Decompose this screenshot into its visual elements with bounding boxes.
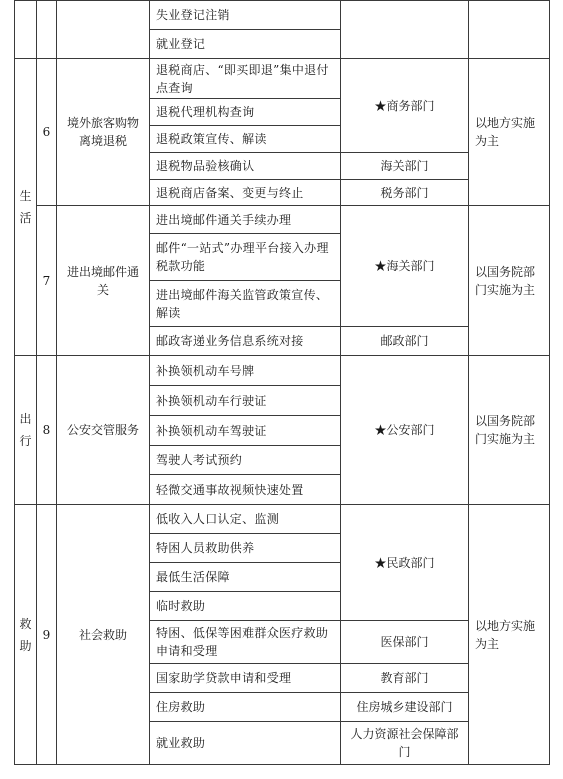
note-cell: 以国务院部门实施为主 bbox=[469, 356, 550, 505]
service-name-cell bbox=[57, 1, 150, 59]
dept-cell: 海关部门 bbox=[341, 153, 469, 180]
services-table bbox=[14, 0, 550, 765]
dept-cell: 医保部门 bbox=[341, 621, 469, 664]
item-cell: 退税商店、“即买即退”集中退付点查询 bbox=[150, 59, 341, 99]
item-cell: 退税物品验核确认 bbox=[150, 153, 341, 180]
item-cell: 退税代理机构查询 bbox=[150, 99, 341, 126]
item-cell: 进出境邮件通关手续办理 bbox=[150, 206, 341, 234]
category-cell bbox=[15, 505, 37, 765]
item-cell: 国家助学贷款申请和受理 bbox=[150, 664, 341, 693]
item-cell: 失业登记注销 bbox=[150, 1, 341, 30]
number-cell: 8 bbox=[37, 356, 57, 505]
number-cell: 9 bbox=[37, 505, 57, 765]
dept-cell: 税务部门 bbox=[341, 180, 469, 206]
item-cell: 补换领机动车行驶证 bbox=[150, 386, 341, 416]
dept-cell: ★海关部门 bbox=[341, 206, 469, 327]
table-row bbox=[15, 59, 550, 99]
item-cell: 退税商店备案、变更与终止 bbox=[150, 180, 341, 206]
item-cell: 就业登记 bbox=[150, 30, 341, 59]
dept-cell: 邮政部门 bbox=[341, 327, 469, 356]
item-cell: 轻微交通事故视频快速处置 bbox=[150, 475, 341, 505]
table-row bbox=[15, 505, 550, 534]
item-cell: 临时救助 bbox=[150, 592, 341, 621]
service-name-cell: 境外旅客购物离境退税 bbox=[57, 59, 150, 206]
category-cell bbox=[15, 1, 37, 59]
item-cell: 住房救助 bbox=[150, 693, 341, 722]
dept-cell: ★民政部门 bbox=[341, 505, 469, 621]
item-cell: 补换领机动车驾驶证 bbox=[150, 416, 341, 446]
item-cell: 特困人员救助供养 bbox=[150, 534, 341, 563]
item-cell: 补换领机动车号牌 bbox=[150, 356, 341, 386]
dept-cell: ★商务部门 bbox=[341, 59, 469, 153]
number-cell: 6 bbox=[37, 59, 57, 206]
note-cell: 以地方实施为主 bbox=[469, 59, 550, 206]
item-cell: 特困、低保等困难群众医疗救助申请和受理 bbox=[150, 621, 341, 664]
service-name-cell: 社会救助 bbox=[57, 505, 150, 765]
dept-cell bbox=[341, 1, 469, 59]
item-cell: 最低生活保障 bbox=[150, 563, 341, 592]
dept-cell: 人力资源社会保障部门 bbox=[341, 722, 469, 765]
note-cell: 以地方实施为主 bbox=[469, 505, 550, 765]
table-row bbox=[15, 356, 550, 386]
category-label: 出行 bbox=[19, 412, 32, 448]
dept-cell: 住房城乡建设部门 bbox=[341, 693, 469, 722]
category-label: 救助 bbox=[19, 616, 32, 653]
item-cell: 邮件“一站式”办理平台接入办理税款功能 bbox=[150, 234, 341, 281]
dept-cell: 教育部门 bbox=[341, 664, 469, 693]
item-cell: 就业救助 bbox=[150, 722, 341, 765]
item-cell: 驾驶人考试预约 bbox=[150, 446, 341, 475]
number-cell: 7 bbox=[37, 206, 57, 356]
category-cell bbox=[15, 59, 37, 356]
service-name-cell: 公安交管服务 bbox=[57, 356, 150, 505]
item-cell: 退税政策宣传、解读 bbox=[150, 126, 341, 153]
item-cell: 进出境邮件海关监管政策宣传、解读 bbox=[150, 281, 341, 327]
note-cell bbox=[469, 1, 550, 59]
table-row bbox=[15, 1, 550, 30]
number-cell bbox=[37, 1, 57, 59]
item-cell: 邮政寄递业务信息系统对接 bbox=[150, 327, 341, 356]
note-cell: 以国务院部门实施为主 bbox=[469, 206, 550, 356]
table-row bbox=[15, 206, 550, 234]
category-cell bbox=[15, 356, 37, 505]
category-label: 生活 bbox=[19, 189, 32, 225]
item-cell: 低收入人口认定、监测 bbox=[150, 505, 341, 534]
service-name-cell: 进出境邮件通关 bbox=[57, 206, 150, 356]
dept-cell: ★公安部门 bbox=[341, 356, 469, 505]
